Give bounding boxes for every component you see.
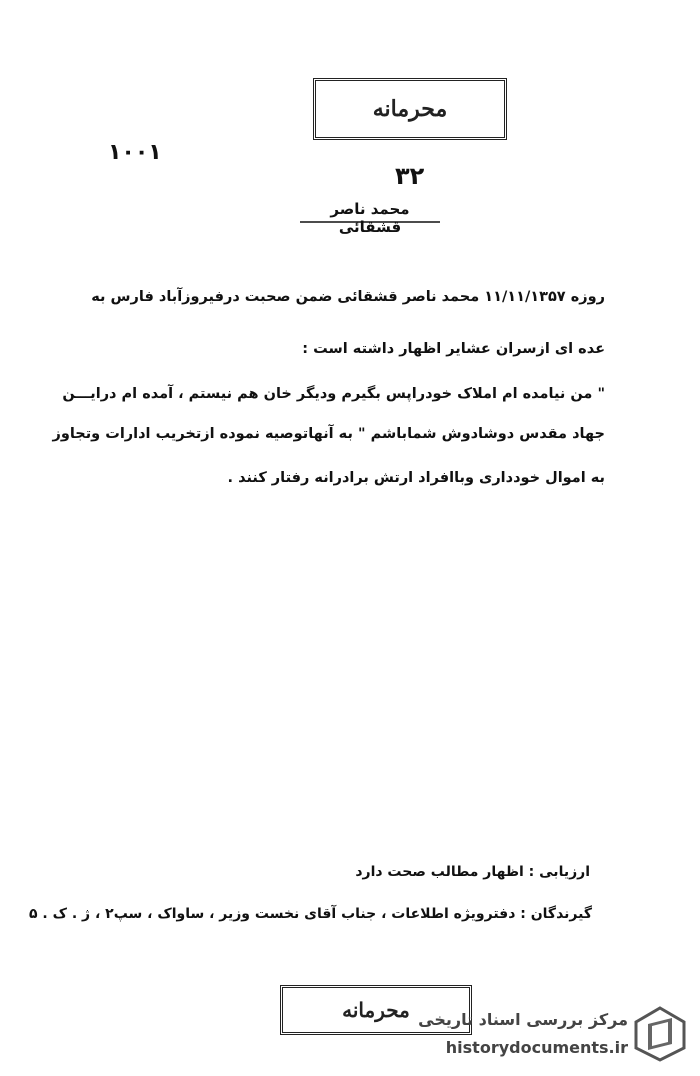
body-line: عده ای ازسران عشایر اظهار داشته است : [302, 341, 605, 357]
subject-underline [300, 220, 440, 224]
body-line: جهاد مقدس دوشادوش شماباشم " به آنهاتوصیه نموده ازتخریب ادارات وتجاوز [52, 426, 605, 442]
assessment-line: ارزیابی : اظهار مطالب صحت دارد [355, 864, 590, 880]
body-line: به اموال خودداری وباافراد ارتش برادرانه رفتار کنند . [227, 470, 605, 486]
body-line: روزه ۱۱/۱۱/۱۳۵۷ محمد ناصر قشقائی ضمن صحبت درفیروزآباد فارس به [91, 289, 605, 305]
recipients-line: گیرندگان : دفترویژه اطلاعات ، جناب آقای نخست وزیر ، ساواک ، سپ۲ ، ژ . ک . ۵ [29, 906, 592, 922]
classification-stamp-bottom: محرمانه [280, 985, 472, 1035]
watermark-url: historydocuments.ir [445, 1038, 628, 1057]
page-number: ۳۲ [395, 162, 425, 190]
archive-logo-icon [632, 1004, 688, 1062]
archive-watermark [408, 1002, 688, 1066]
classification-stamp-top: محرمانه [313, 78, 507, 140]
body-line: " من نیامده ام املاک خودراپس بگیرم ودیگر خان هم نیستم ، آمده ام درایـــن [62, 386, 605, 402]
watermark-name: مرکز بررسی اسناد تاریخی [418, 1010, 628, 1029]
document-number: ۱۰۰۱ [108, 140, 162, 165]
document-subject: محمد ناصر قشقائی [330, 200, 410, 236]
